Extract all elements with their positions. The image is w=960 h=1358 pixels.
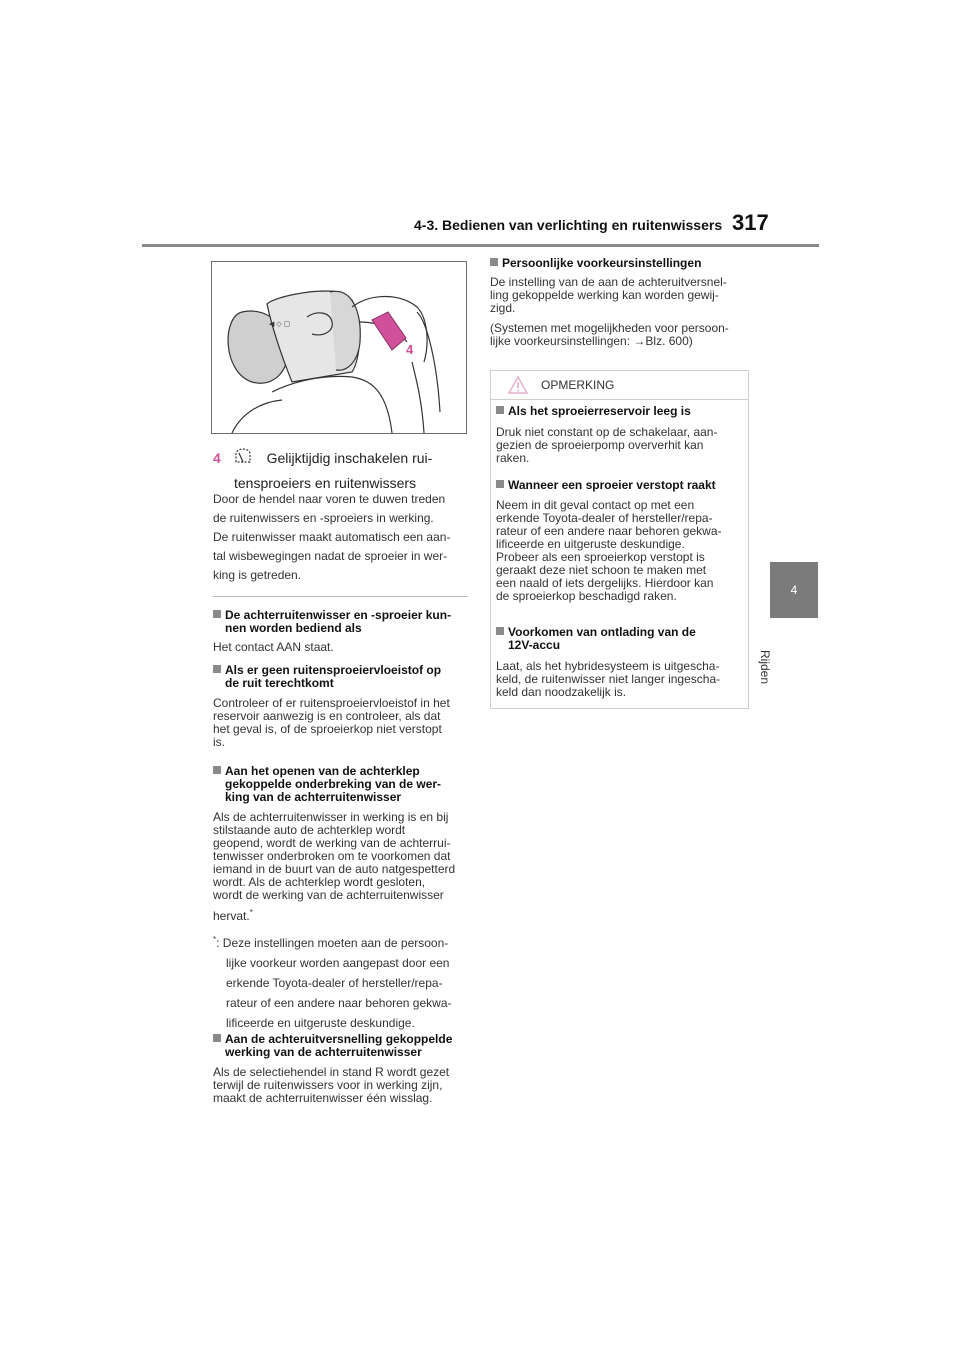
square-bullet-icon [213, 610, 221, 618]
chapter-label: Rijden [758, 650, 772, 685]
section-heading: Persoonlijke voorkeursinstellingen [490, 257, 750, 270]
section-body: Als de selectiehendel in stand R wordt gezet terwijl de ruitenwissers voor in werking zijn, maakt de achterruitenwisser één wisslag. [213, 1065, 450, 1105]
notice-header [491, 371, 748, 400]
section-heading: Aan de achteruitversnelling gekoppelde werking van de achterruitenwisser [213, 1033, 471, 1059]
callout-number: 4 [406, 342, 414, 357]
square-bullet-icon [490, 258, 498, 266]
page-number: 317 [732, 210, 769, 235]
notice-body: Neem in dit geval contact op met een erkende Toyota-dealer of hersteller/repa- rateur of een andere naar behoren gekwa- lificeerde en uitgeruste deskundige. Probeer als een sproeierkop verstopt is geraakt deze niet schoon te maken met een naald of iets dergelijks. Hierdoor kan de sproeierkop beschadigd raken. [496, 498, 722, 603]
square-bullet-icon [213, 1034, 221, 1042]
chapter-section-title: 4-3. Bedienen van verlichting en ruitenwissers [414, 217, 723, 233]
section-body: Controleer of er ruitensproeiervloeistof in het reservoir aanwezig is en controleer, als dat het geval is, of de sproeierkop niet verstopt is. [213, 696, 450, 749]
square-bullet-icon [213, 766, 221, 774]
lever-hand-drawing [212, 262, 466, 433]
section-body: (Systemen met mogelijkheden voor persoon- lijke voorkeursinstellingen: →Blz. 600) [490, 321, 729, 348]
section-body: De instelling van de aan de achteruitversnel- ling gekoppelde werking kan worden gewij- zigd. [490, 275, 727, 315]
notice-heading: Als het sproeierreservoir leeg is [496, 405, 746, 418]
chapter-tab: 4 [770, 562, 818, 618]
intro-paragraph-1: Door de hendel naar voren te duwen treden de ruitenwissers en -sproeiers in werking. [213, 492, 446, 525]
intro-paragraph-2: De ruitenwisser maakt automatisch een aan- tal wisbewegingen nadat de sproeier in wer- king is getreden. [213, 530, 451, 582]
square-bullet-icon [496, 406, 504, 414]
warning-triangle-icon [507, 375, 529, 400]
svg-text:◀ ◇ ▢: ◀ ◇ ▢ [269, 321, 291, 328]
washer-wiper-icon [233, 447, 255, 471]
square-bullet-icon [213, 665, 221, 673]
square-bullet-icon [496, 480, 504, 488]
square-bullet-icon [496, 627, 504, 635]
section-heading: De achterruitenwisser en -sproeier kun- nen worden bediend als [213, 609, 468, 635]
step-number: 4 [213, 450, 221, 466]
notice-heading: Voorkomen van ontlading van de 12V-accu [496, 626, 746, 652]
notice-body: Druk niet constant op de schakelaar, aan- gezien de sproeierpomp oververhit kan raken. [496, 425, 718, 465]
section-body: Het contact AAN staat. [213, 640, 334, 654]
header-rule [142, 244, 819, 247]
section-body: Als de achterruitenwisser in werking is en bij stilstaande auto de achterklep wordt geopend, wordt de werking van de achterrui- tenwisser onderbroken om te voorkomen dat iemand in de buurt van de auto natgespetterd wordt. Als de achterklep wordt gesloten, wordt de werking van de achterruitenwisser hervat.* [213, 810, 456, 923]
notice-body: Laat, als het hybridesysteem is uitgescha- keld, de ruitenwisser niet langer ingescha- keld dan noodzakelijk is. [496, 659, 721, 699]
notice-heading: Wanneer een sproeier verstopt raakt [496, 479, 746, 492]
step-text-line2: tensproeiers en ruitenwissers [234, 475, 417, 492]
wiper-lever-illustration [211, 261, 467, 434]
step-4 [213, 446, 468, 495]
step-text-line1: Gelijktijdig inschakelen rui- [266, 450, 433, 466]
section-heading: Aan het openen van de achterklep gekoppelde onderbreking van de wer- king van de achterruitenwisser [213, 765, 468, 804]
notice-title: OPMERKING [541, 378, 615, 392]
section-separator [213, 596, 468, 597]
section-heading: Als er geen ruitensproeiervloeistof op de ruit terechtkomt [213, 664, 468, 690]
footnote: *: Deze instellingen moeten aan de persoon- lijke voorkeur worden aangepast door een erkende Toyota-dealer of hersteller/repa- rateur of een andere naar behoren gekwa- lificeerde en uitgeruste deskundige. [213, 935, 452, 1030]
